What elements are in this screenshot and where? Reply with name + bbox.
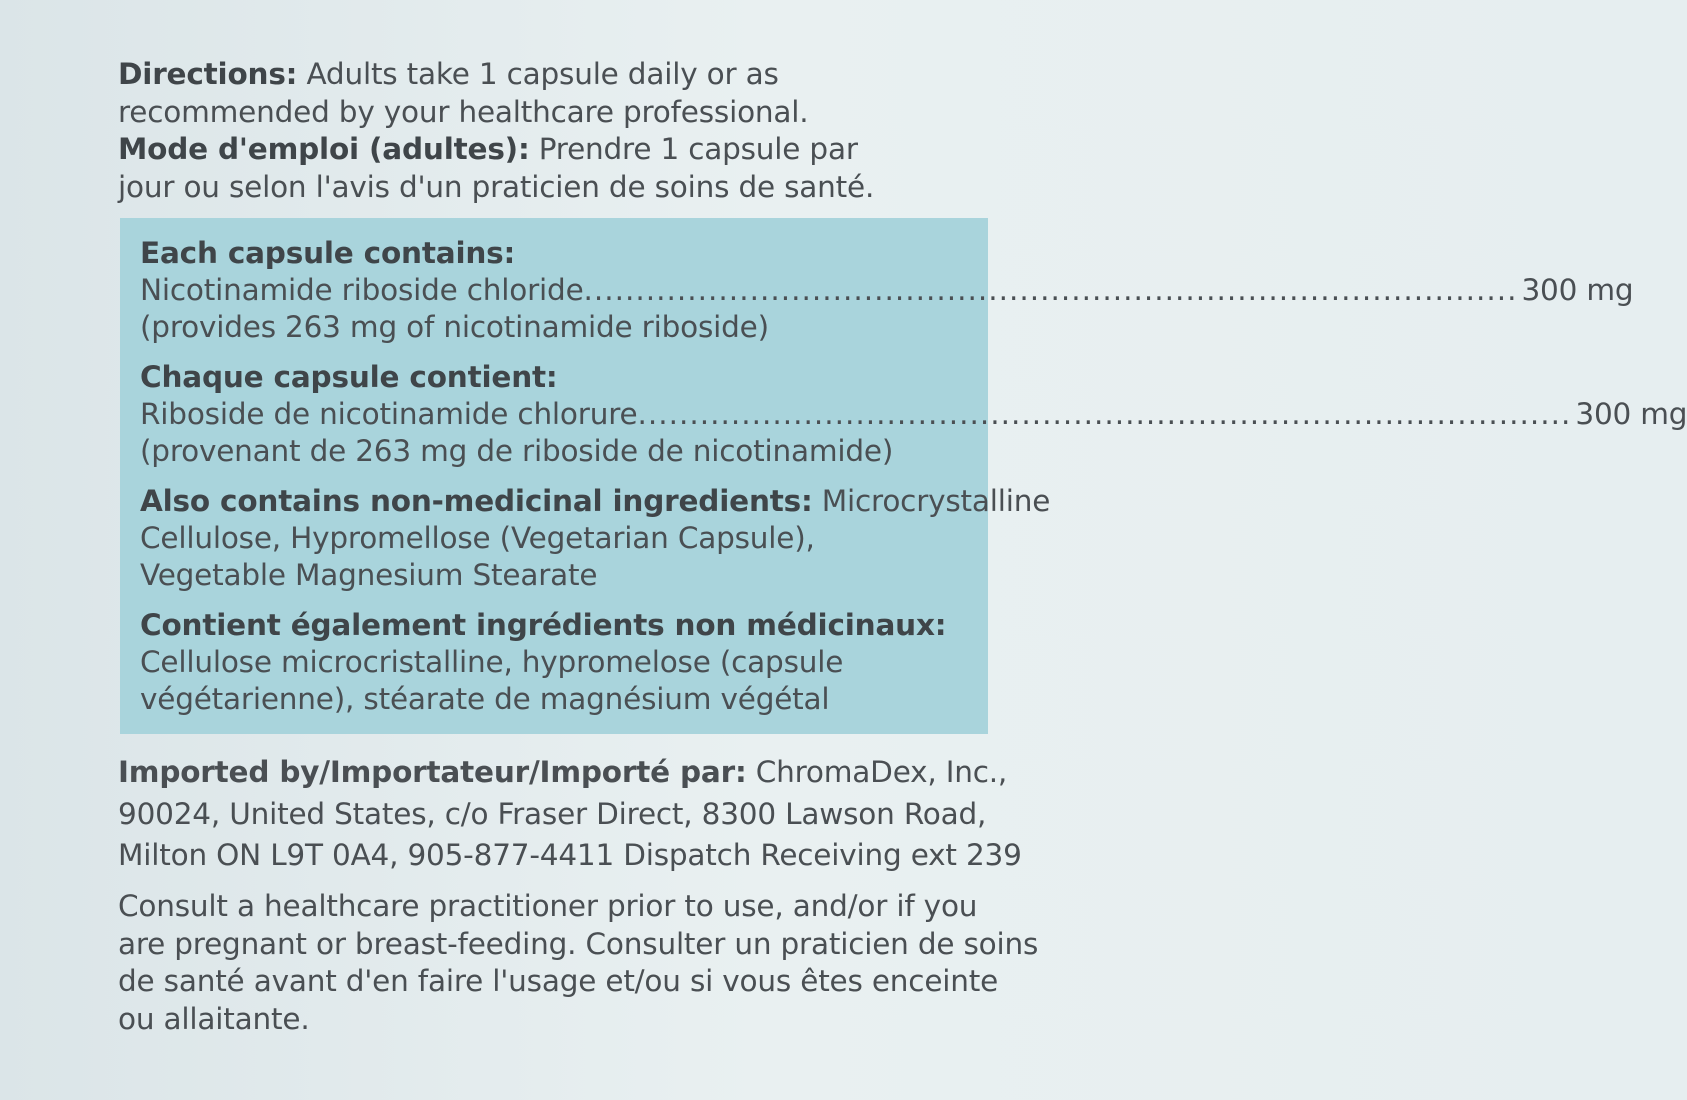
ingredients-en-amount: 300 mg — [1521, 273, 1634, 307]
directions-fr-line-1 — [118, 131, 1018, 169]
importer-text-3: Milton ON L9T 0A4, 905-877-4411 Dispatch Receiving ext 239 — [118, 838, 1022, 872]
ingredients-fr-ingredient: Riboside de nicotinamide chlorure — [140, 397, 638, 431]
ingredients-fr-heading: Chaque capsule contient: — [140, 360, 558, 394]
directions-fr-text-2: jour ou selon l'avis d'un praticien de soins de santé. — [118, 169, 875, 204]
directions-en-text-2: recommended by your healthcare professional. — [118, 94, 809, 129]
ingredients-fr-note: (provenant de 263 mg de riboside de nicotinamide) — [140, 434, 894, 468]
ingredients-en-row — [140, 272, 1634, 309]
nonmedicinal-en-text-3: Vegetable Magnesium Stearate — [140, 558, 598, 592]
leader-dots: .......................................................................................... — [637, 397, 1572, 431]
nonmedicinal-fr-text-2: végétarienne), stéarate de magnésium végétal — [140, 682, 830, 716]
directions-en-label: Directions: — [118, 57, 298, 91]
nonmedicinal-en-text-2: Cellulose, Hypromellose (Vegetarian Capsule), — [140, 521, 815, 555]
importer-section — [118, 752, 1022, 877]
ingredients-en-block — [140, 235, 1634, 346]
warning-line-4: ou allaitante. — [118, 1001, 310, 1036]
directions-fr-text-1: Prendre 1 capsule par — [529, 132, 858, 166]
importer-label: Imported by/Importateur/Importé par: — [118, 755, 747, 789]
warning-section — [118, 888, 1039, 1038]
nonmedicinal-fr-block — [140, 607, 988, 718]
ingredients-fr-row — [140, 396, 1687, 433]
importer-text-1: ChromaDex, Inc., — [746, 755, 1008, 789]
ingredients-fr-amount: 300 mg — [1575, 397, 1687, 431]
ingredients-en-heading: Each capsule contains: — [140, 236, 516, 270]
leader-dots: .......................................................................................... — [583, 273, 1518, 307]
ingredients-panel — [120, 218, 1687, 734]
nonmedicinal-en-line-1 — [140, 483, 1051, 520]
nonmedicinal-en-text-1: Microcrystalline — [812, 484, 1051, 518]
nonmedicinal-fr-label: Contient également ingrédients non médicinaux: — [140, 608, 947, 642]
importer-line-1 — [118, 752, 1018, 794]
warning-line-2: are pregnant or breast-feeding. Consulter un praticien de soins — [118, 926, 1039, 961]
ingredients-en-ingredient: Nicotinamide riboside chloride — [140, 273, 584, 307]
warning-line-1: Consult a healthcare practitioner prior to use, and/or if you — [118, 889, 978, 923]
ingredients-fr-block — [140, 359, 1687, 470]
nonmedicinal-en-block — [140, 483, 1051, 594]
directions-en-text-1: Adults take 1 capsule daily or as — [297, 57, 779, 91]
importer-text-2: 90024, United States, c/o Fraser Direct, 8300 Lawson Road, — [118, 796, 987, 831]
nonmedicinal-fr-text-1: Cellulose microcristalline, hypromelose (capsule — [140, 645, 844, 679]
directions-en-line-1 — [118, 56, 1018, 94]
nonmedicinal-en-label: Also contains non-medicinal ingredients: — [140, 484, 813, 518]
ingredients-en-note: (provides 263 mg of nicotinamide riboside) — [140, 310, 769, 344]
directions-section — [118, 56, 1018, 206]
directions-fr-label: Mode d'emploi (adultes): — [118, 132, 530, 166]
warning-line-3: de santé avant d'en faire l'usage et/ou si vous êtes enceinte — [118, 964, 999, 998]
